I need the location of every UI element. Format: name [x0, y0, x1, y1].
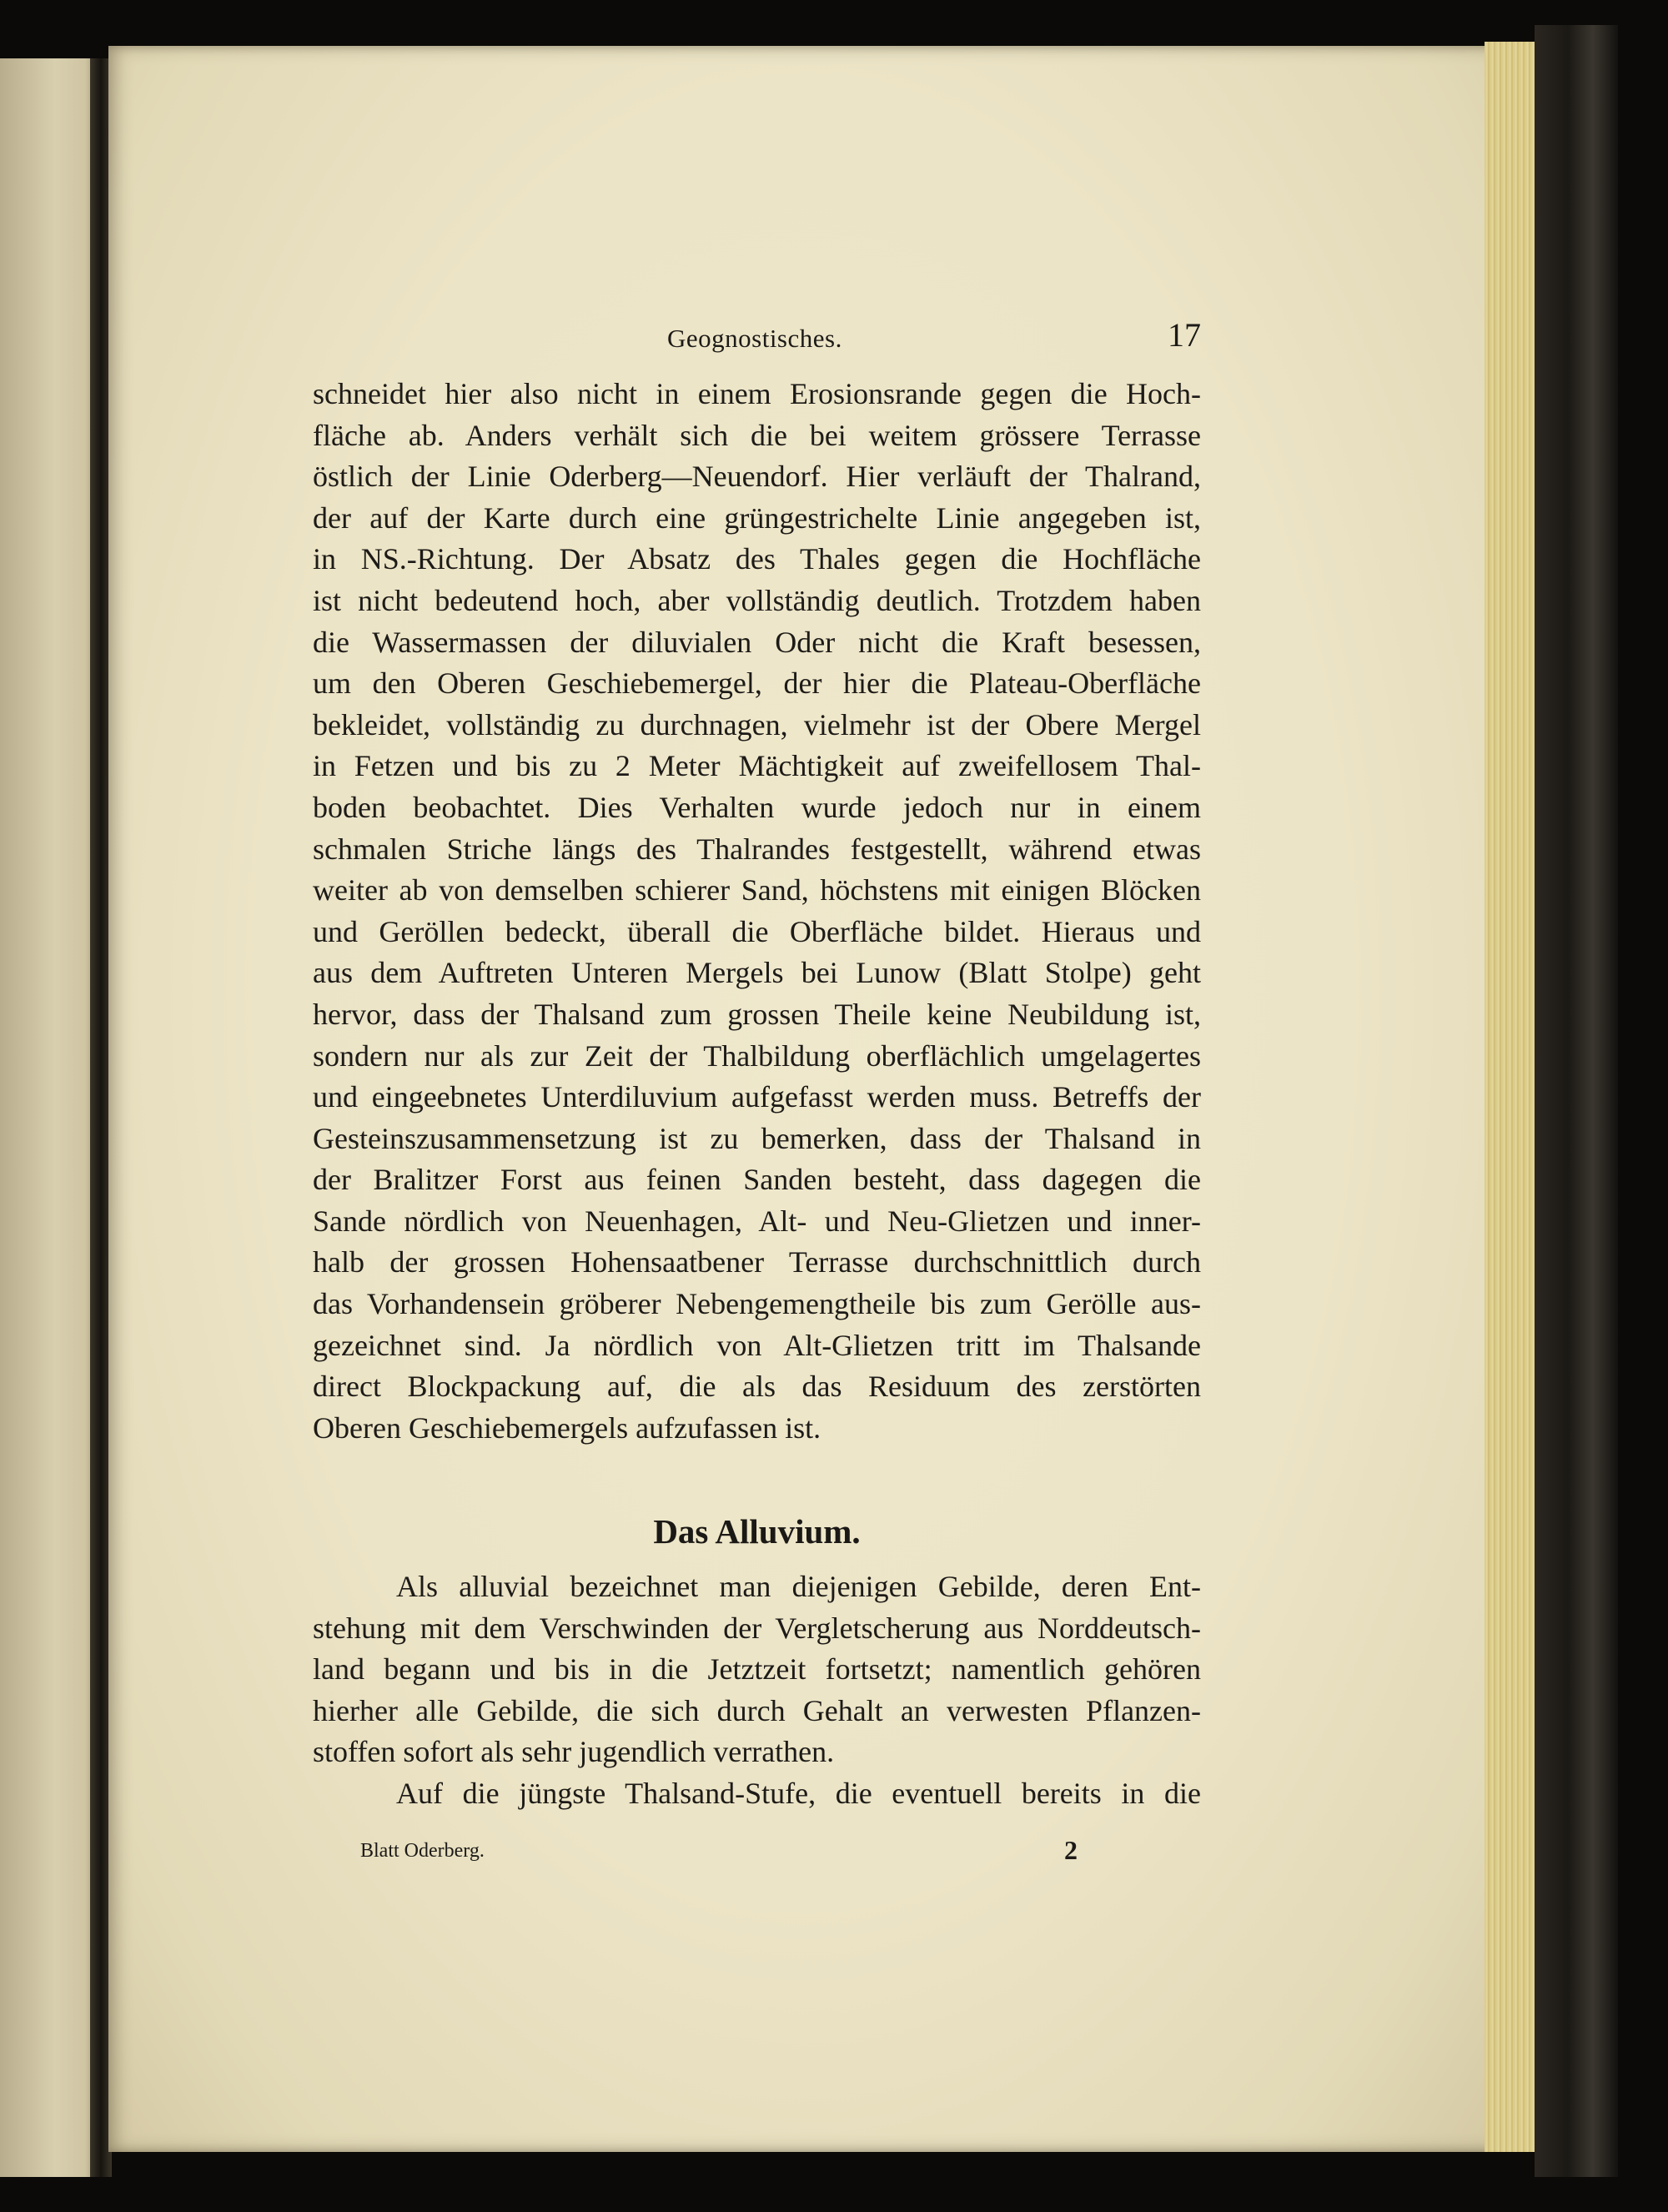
text-line: und Geröllen bedeckt, überall die Oberfläche bildet. Hieraus und: [313, 914, 1201, 948]
paragraph-thalsand: [313, 374, 1201, 1449]
text-line: Auf die jüngste Thalsand-Stufe, die eventuell bereits in die: [396, 1776, 1201, 1810]
text-line: Gesteinszusammensetzung ist zu bemerken, dass der Thalsand in: [313, 1121, 1201, 1155]
text-line: in NS.-Richtung. Der Absatz des Thales gegen die Hochfläche: [313, 542, 1201, 576]
section-title: Das Alluvium.: [653, 1512, 861, 1551]
signature-label: Blatt Oderberg.: [360, 1840, 485, 1862]
text-line: ist nicht bedeutend hoch, aber vollständig deutlich. Trotzdem haben: [313, 583, 1201, 617]
text-line: schmalen Striche längs des Thalrandes festgestellt, während etwas: [313, 832, 1201, 866]
text-line: aus dem Auftreten Unteren Mergels bei Lunow (Blatt Stolpe) geht: [313, 956, 1201, 990]
text-line: fläche ab. Anders verhält sich die bei weitem grössere Terrasse: [313, 418, 1201, 452]
text-line: weiter ab von demselben schierer Sand, höchstens mit einigen Blöcken: [313, 873, 1201, 907]
text-line: um den Oberen Geschiebemergel, der hier die Plateau-Oberfläche: [313, 666, 1201, 701]
book-cover-edge: [1535, 25, 1618, 2177]
page-block-edges: [1485, 42, 1537, 2152]
text-line: Oberen Geschiebemergels aufzufassen ist.: [313, 1410, 821, 1445]
text-line: sondern nur als zur Zeit der Thalbildung oberflächlich umgelagertes: [313, 1038, 1201, 1073]
text-line: und eingeebnetes Unterdiluvium aufgefasst werden muss. Betreffs der: [313, 1080, 1201, 1114]
text-line: hervor, dass der Thalsand zum grossen Theile keine Neubildung ist,: [313, 997, 1201, 1031]
text-line: die Wassermassen der diluvialen Oder nicht die Kraft besessen,: [313, 625, 1201, 659]
text-line: land begann und bis in die Jetztzeit fortsetzt; namentlich gehören: [313, 1652, 1201, 1687]
text-line: stoffen sofort als sehr jugendlich verrathen.: [313, 1735, 835, 1769]
text-line: in Fetzen und bis zu 2 Meter Mächtigkeit auf zweifellosem Thal-: [313, 749, 1201, 783]
text-line: der auf der Karte durch eine grüngestrichelte Linie angegeben ist,: [313, 500, 1201, 535]
text-line: stehung mit dem Verschwinden der Vergletscherung aus Norddeutsch-: [313, 1611, 1201, 1645]
text-line: östlich der Linie Oderberg—Neuendorf. Hier verläuft der Thalrand,: [313, 460, 1201, 494]
facing-page-edge: [0, 58, 100, 2177]
paragraph-alluvium: [313, 1566, 1201, 1815]
text-line: direct Blockpackung auf, die als das Residuum des zerstörten: [313, 1370, 1201, 1404]
text-line: Als alluvial bezeichnet man diejenigen Gebilde, deren Ent-: [396, 1570, 1201, 1603]
page-header: [309, 315, 1201, 357]
text-line: halb der grossen Hohensaatbener Terrasse durchschnittlich durch: [313, 1245, 1201, 1279]
text-line: das Vorhandensein gröberer Nebengemengtheile bis zum Gerölle aus-: [313, 1287, 1201, 1321]
text-line: boden beobachtet. Dies Verhalten wurde jedoch nur in einem: [313, 790, 1201, 824]
text-line: hierher alle Gebilde, die sich durch Gehalt an verwesten Pflanzen-: [313, 1693, 1201, 1727]
text-line: Sande nördlich von Neuenhagen, Alt- und Neu-Glietzen und inner-: [313, 1204, 1201, 1238]
text-line: gezeichnet sind. Ja nördlich von Alt-Glietzen tritt im Thalsande: [313, 1328, 1201, 1362]
page-footer: [360, 1835, 1078, 1868]
signature-mark: 2: [1064, 1835, 1078, 1865]
page-number: 17: [1168, 316, 1201, 354]
text-line: der Bralitzer Forst aus feinen Sanden besteht, dass dagegen die: [313, 1163, 1201, 1197]
text-line: schneidet hier also nicht in einem Erosionsrande gegen die Hoch-: [313, 377, 1201, 410]
text-line: bekleidet, vollständig zu durchnagen, vielmehr ist der Obere Mergel: [313, 707, 1201, 742]
running-head: Geognostisches.: [667, 324, 842, 353]
